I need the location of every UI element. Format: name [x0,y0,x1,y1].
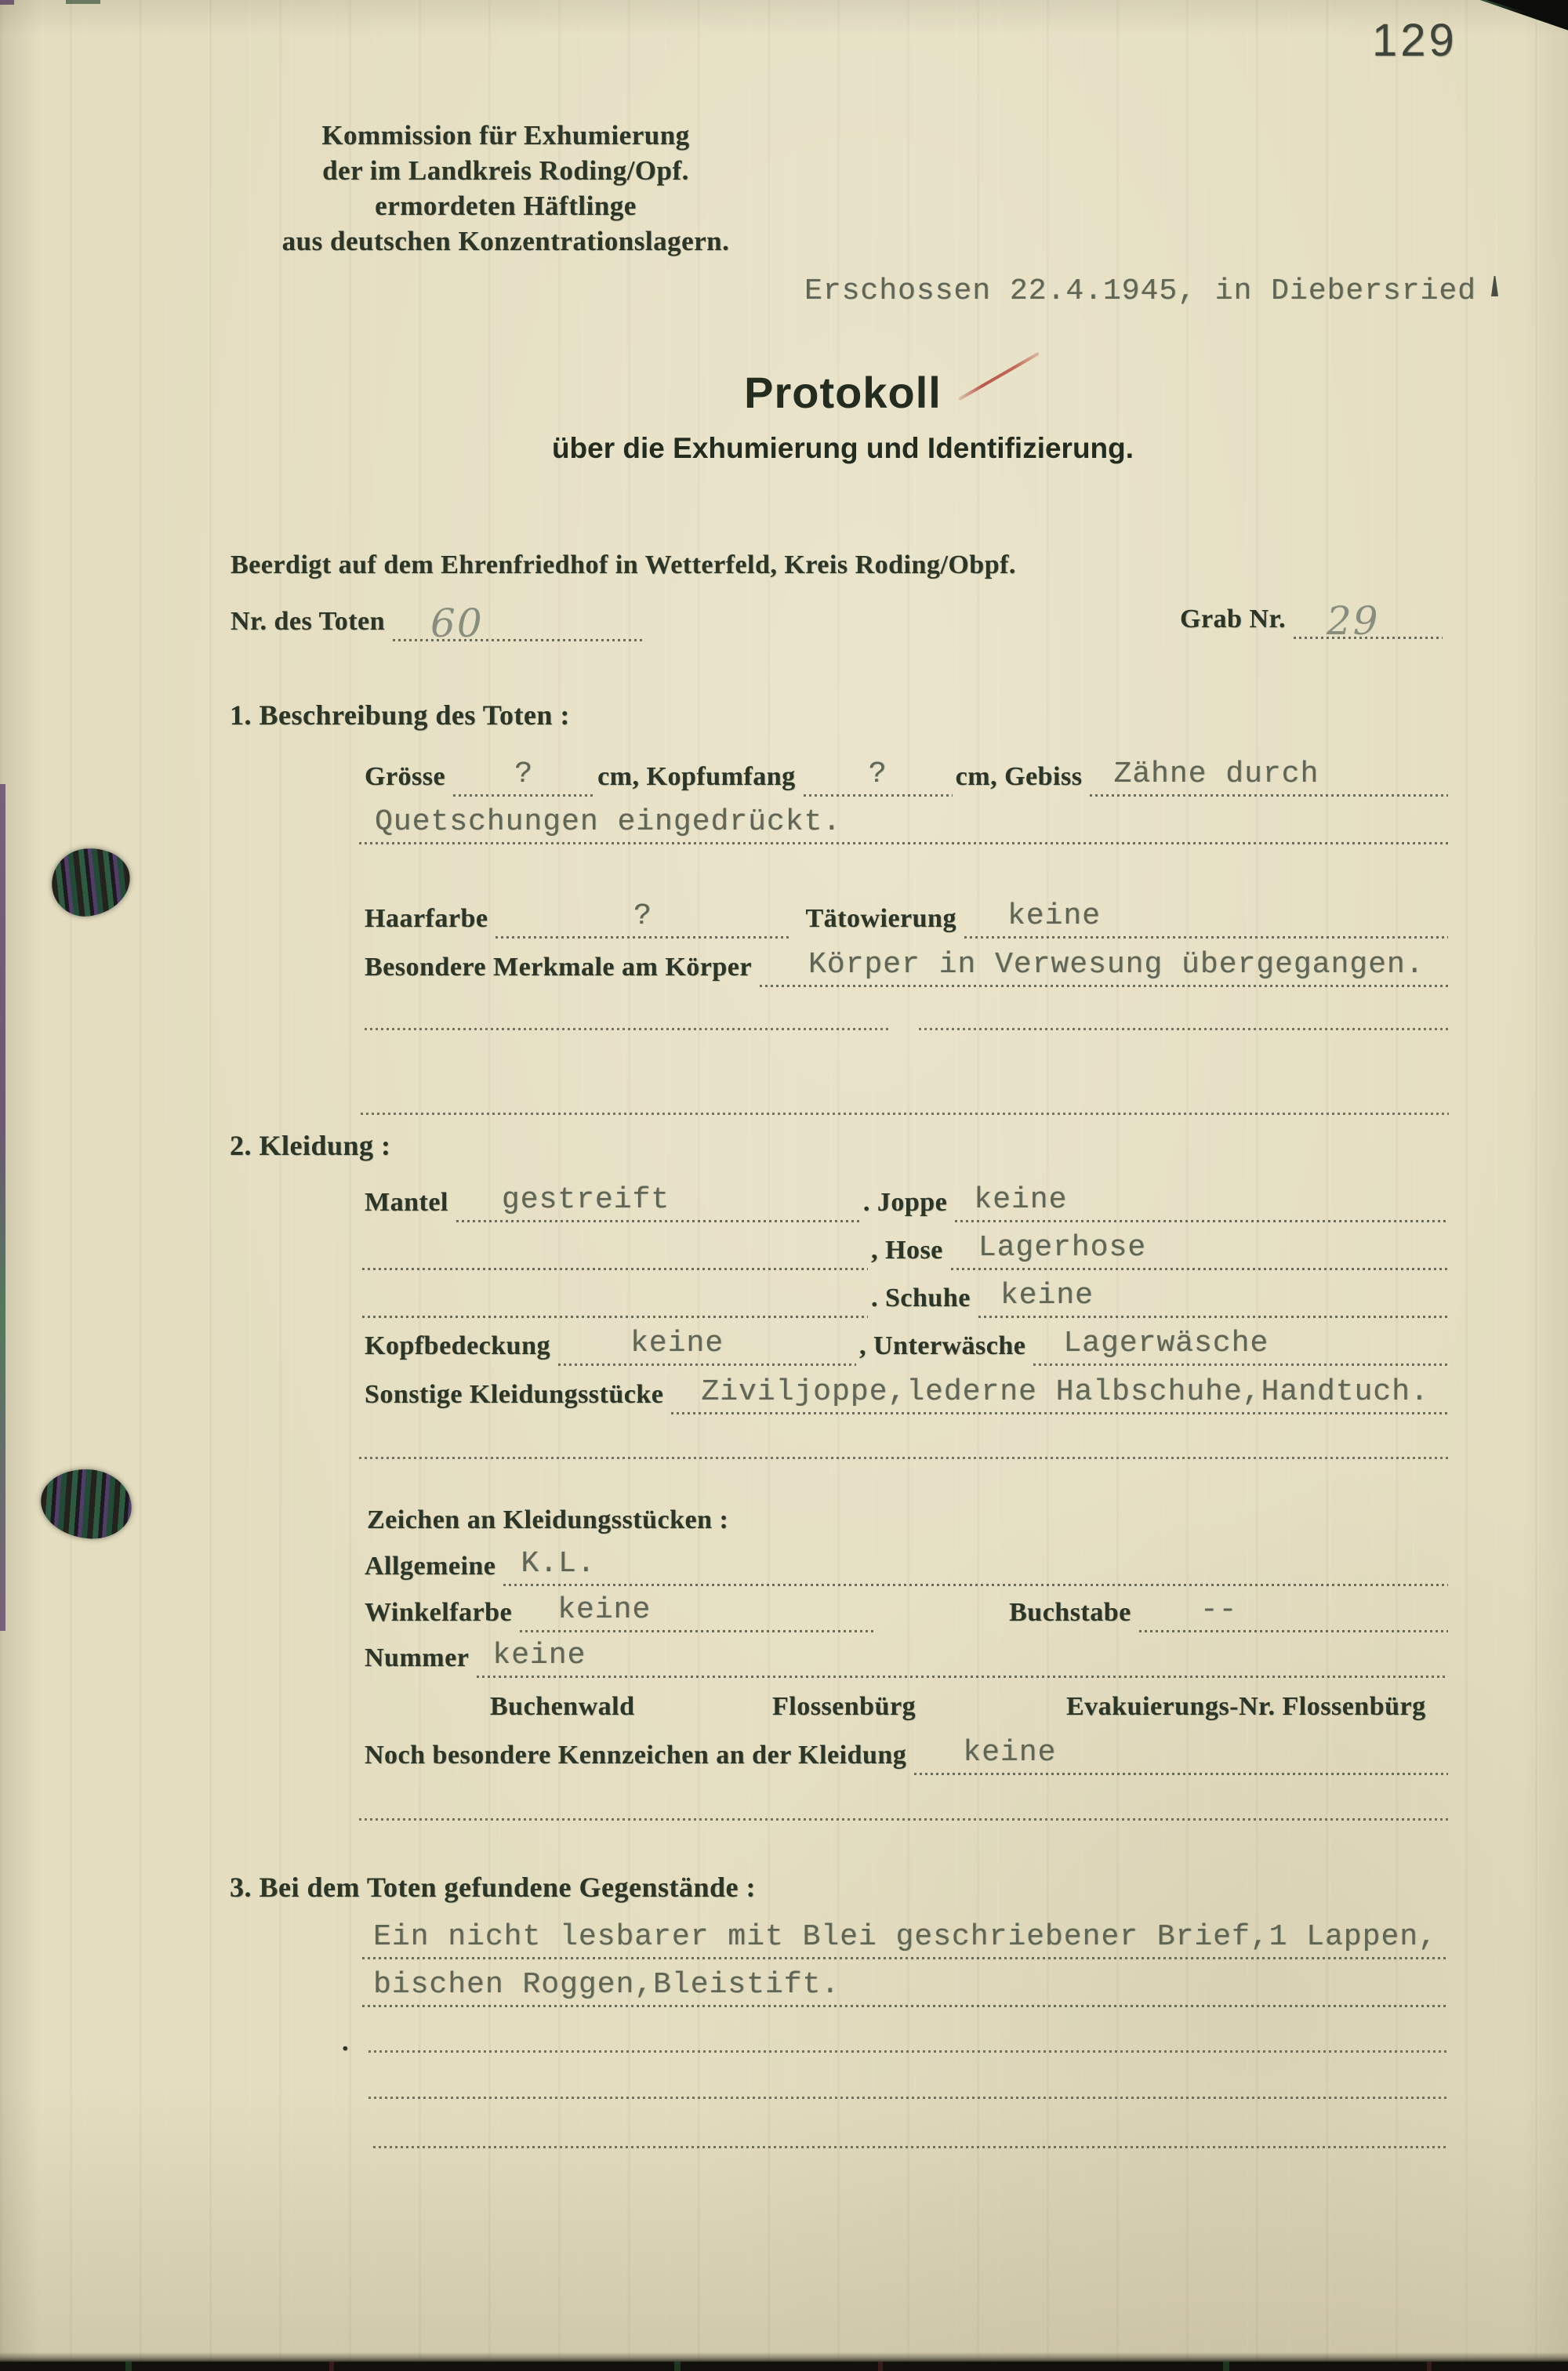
field-kopfbedeckung [558,1322,856,1366]
kopfbedeckung-label: Kopfbedeckung [365,1331,550,1360]
nummer-label: Nummer [365,1643,470,1672]
taetowierung-label: Tätowierung [805,904,956,933]
row-found-objects-1 [362,1911,1449,1959]
nr-des-toten-value: 60 [430,601,484,646]
buchstabe-value: -- [1200,1593,1238,1627]
camp-flossenbuerg: Flossenbürg [772,1692,916,1721]
gebiss-value: Zähne durch [1113,757,1319,791]
row-sonstige [365,1371,1448,1414]
field-mantel [456,1178,860,1222]
gebiss-value-continuation: Quetschungen eingedrückt. [375,805,842,839]
gebiss-label: cm, Gebiss [955,762,1083,791]
kopfumfang-label: cm, Kopfumfang [597,762,796,791]
camp-buchenwald: Buchenwald [490,1692,635,1721]
row-gebiss-continuation [359,801,1448,844]
taetowierung-value: keine [1007,899,1101,933]
document-subtitle: über die Exhumierung und Identifizierung. [551,432,1134,464]
haarfarbe-value: ? [633,899,652,933]
winkelfarbe-label: Winkelfarbe [365,1598,513,1627]
kopfbedeckung-value: keine [630,1327,724,1360]
winkelfarbe-value: keine [557,1593,652,1627]
field-found-objects-2 [362,1959,1449,2007]
field-nr-des-toten [393,597,642,646]
row-haarfarbe [365,895,1448,939]
row-hose [362,1226,1448,1270]
field-winkelfarbe [520,1589,877,1632]
section-3-heading: 3. Bei dem Toten gefundene Gegenstände : [230,1872,757,1903]
row-mantel-joppe [365,1178,1448,1222]
dotted-rule [365,1028,891,1030]
row-allgemeine [365,1542,1448,1586]
hose-value: Lagerhose [978,1231,1147,1265]
field-nummer [477,1634,1448,1678]
mantel-value: gestreift [501,1183,670,1217]
dotted-rule [359,1818,1449,1821]
letterhead-line-4: aus deutschen Konzentrationslagern. [281,226,730,256]
mantel-label: Mantel [365,1188,448,1217]
field-allgemeine [503,1542,1448,1586]
field-kopfumfang [804,753,953,797]
kennzeichen-value: keine [963,1736,1057,1770]
field-gebiss-continuation [359,801,1448,844]
field-buchstabe [1139,1589,1448,1632]
field-joppe [955,1178,1448,1222]
left-edge-artifact [0,784,5,1631]
row-schuhe [362,1274,1448,1318]
row-groesse [365,753,1448,797]
grab-nr-label: Grab Nr. [1180,605,1286,634]
punch-hole-artifact [49,844,133,920]
punch-hole-artifact [38,1466,134,1541]
field-merkmale [760,943,1448,987]
field-groesse [453,753,594,797]
scan-edge-mark [0,0,14,5]
field-taetowierung [964,895,1448,939]
dotted-rule [368,2097,1448,2099]
nr-des-toten-label: Nr. des Toten [230,607,386,636]
field-unterwaesche [1033,1322,1448,1366]
dotted-rule [373,2146,1448,2148]
sonstige-value: Ziviljoppe,lederne Halbschuhe,Handtuch. [701,1375,1429,1409]
dotted-rule [361,1113,1449,1115]
scan-edge-mark [66,0,100,4]
haarfarbe-label: Haarfarbe [365,904,488,933]
found-objects-line-1: Ein nicht lesbarer mit Blei geschriebener Brief,1 Lappen, [373,1920,1437,1954]
buchstabe-label: Buchstabe [1009,1598,1131,1627]
merkmale-label: Besondere Merkmale am Körper [365,953,752,982]
zeichen-heading: Zeichen an Kleidungsstücken : [367,1505,729,1534]
field-sonstige [671,1371,1448,1414]
section-1-heading: 1. Beschreibung des Toten : [230,699,570,731]
camp-evakuierungs-nr: Evakuierungs-Nr. Flossenbürg [1066,1692,1426,1721]
field-found-objects-1 [362,1911,1449,1959]
field-gebiss [1090,753,1448,797]
row-winkelfarbe-buchstabe [365,1589,1448,1632]
groesse-value: ? [514,757,533,791]
dotted-rule [368,2050,1446,2053]
row-nummer [365,1634,1448,1678]
found-objects-line-2: bischen Roggen,Bleistift. [373,1968,840,2002]
groesse-label: Grösse [365,762,446,791]
field-haarfarbe [495,895,789,939]
field-schuhe [978,1274,1448,1318]
page-number: 129 [1372,15,1457,66]
field-kennzeichen [914,1731,1448,1775]
unterwaesche-value: Lagerwäsche [1063,1327,1269,1360]
unterwaesche-label: , Unterwäsche [859,1331,1026,1360]
document-title: Protokoll [744,368,942,417]
field-grab-nr [1294,595,1443,644]
schuhe-label: . Schuhe [871,1284,971,1313]
kopfumfang-value: ? [868,757,887,791]
joppe-value: keine [974,1183,1068,1217]
kennzeichen-label: Noch besondere Kennzeichen an der Kleidung [365,1741,907,1770]
schuhe-value: keine [1000,1279,1094,1313]
row-kennzeichen [365,1731,1448,1775]
joppe-label: . Joppe [862,1188,948,1217]
grab-nr-value: 29 [1326,598,1380,644]
allgemeine-label: Allgemeine [365,1552,496,1581]
merkmale-value: Körper in Verwesung übergegangen. [808,948,1425,982]
section-2-heading: 2. Kleidung : [230,1130,391,1161]
letterhead-line-1: Kommission für Exhumierung [321,120,690,151]
sonstige-label: Sonstige Kleidungsstücke [365,1380,664,1409]
typed-death-note: Erschossen 22.4.1945, in Diebersried [804,274,1476,308]
row-besondere-merkmale [365,943,1448,987]
bottom-scan-edge-specks [0,2362,1568,2371]
dotted-rule [359,1457,1449,1459]
letterhead-line-2: der im Landkreis Roding/Opf. [322,155,689,186]
hose-label: , Hose [871,1236,943,1265]
field-blank [362,1274,868,1318]
field-hose [951,1226,1448,1270]
row-grab-nr [1180,595,1443,644]
stray-dot: . [342,2028,349,2057]
burial-location-line: Beerdigt auf dem Ehrenfriedhof in Wetterfeld, Kreis Roding/Obpf. [230,550,1016,579]
ink-speck [1491,276,1498,296]
nummer-value: keine [492,1639,586,1672]
letterhead [270,118,741,259]
allgemeine-value: K.L. [521,1547,596,1581]
dotted-rule [919,1028,1448,1030]
row-nr-des-toten [230,597,642,646]
field-blank [362,1226,868,1270]
letterhead-line-3: ermordeten Häftlinge [375,191,637,221]
row-found-objects-2 [362,1959,1449,2007]
row-kopfbedeckung [365,1322,1448,1366]
